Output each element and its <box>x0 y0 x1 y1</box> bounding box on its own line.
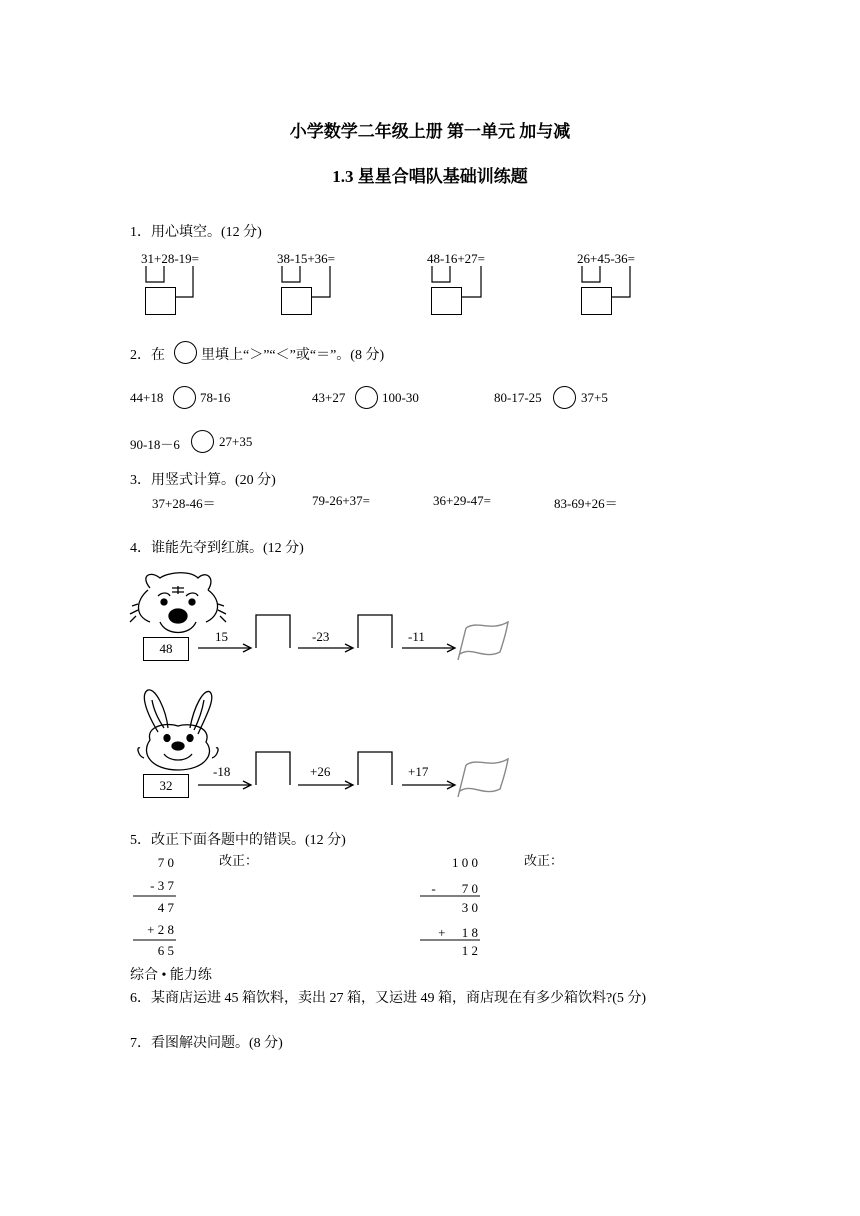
q3-expr-1: 37+28-46＝ <box>152 496 216 511</box>
q2-item-4-left: 90-18－6 <box>130 437 180 452</box>
q5-fix-label-right: 改正： <box>524 853 564 868</box>
page-title: 小学数学二年级上册 第一单元 加与减 <box>289 122 571 141</box>
q5-left-row2: - 3 7 <box>150 878 174 893</box>
q5-right-row3: 3 0 <box>461 900 478 915</box>
q2-item-1-left: 44+18 <box>130 390 164 405</box>
q2-item-3-right: 37+5 <box>581 390 608 405</box>
q5-left-row3: 4 7 <box>157 900 174 915</box>
q2-label-pre: 2．在 <box>130 348 165 363</box>
q1-expr-1: 31+28-19= <box>141 251 199 266</box>
q2-item-2-left: 43+27 <box>312 390 346 405</box>
q5-right-row1: 1 0 0 <box>452 855 478 870</box>
q2-item-4-right: 27+35 <box>219 434 253 449</box>
rabbit-op-2: +26 <box>310 764 331 779</box>
tiger-op-1: 15 <box>215 629 228 644</box>
q2-item-2-right: 100-30 <box>382 390 419 405</box>
tiger-op-3: -11 <box>408 629 425 644</box>
page-subtitle: 1.3 星星合唱队基础训练题 <box>332 167 528 186</box>
tiger-op-2: -23 <box>312 629 330 644</box>
q2-item-3-left: 80-17-25 <box>494 390 542 405</box>
q5-right-row5: 1 2 <box>461 943 478 958</box>
rabbit-op-3: +17 <box>408 764 429 779</box>
q1-label: 1．用心填空。(12 分) <box>130 225 262 240</box>
q1-expr-4: 26+45-36= <box>577 251 635 266</box>
tiger-start-box: 48 <box>143 637 189 661</box>
q5-left-row1: 7 0 <box>157 855 174 870</box>
rabbit-op-1: -18 <box>213 764 231 779</box>
q3-expr-2: 79-26+37= <box>312 493 370 508</box>
q3-expr-4: 83-69+26＝ <box>554 496 618 511</box>
q2-item-1-right: 78-16 <box>200 390 231 405</box>
q2-label-post: 里填上“＞”“＜”或“＝”。(8 分) <box>201 348 385 363</box>
q1-expr-3: 48-16+27= <box>427 251 485 266</box>
q7-label: 7．看图解决问题。(8 分) <box>130 1036 283 1051</box>
q5-right-row2: - 7 0 <box>431 881 478 896</box>
q5-left-row5: 6 5 <box>157 943 174 958</box>
q6-label: 6．某商店运进 45 箱饮料，卖出 27 箱，又运进 49 箱，商店现在有多少箱饮料?(5 分) <box>130 991 647 1006</box>
q3-expr-3: 36+29-47= <box>433 493 491 508</box>
q5-label: 5．改正下面各题中的错误。(12 分) <box>130 833 346 848</box>
q5-fix-label-left: 改正： <box>219 853 259 868</box>
q1-expr-2: 38-15+36= <box>277 251 335 266</box>
q3-label: 3．用竖式计算。(20 分) <box>130 473 276 488</box>
q4-label: 4．谁能先夺到红旗。(12 分) <box>130 541 304 556</box>
section-heading: 综合 • 能力练 <box>130 968 212 983</box>
q5-right-row4: + 1 8 <box>438 925 478 940</box>
rabbit-start-box: 32 <box>143 774 189 798</box>
q5-left-row4: + 2 8 <box>147 922 174 937</box>
